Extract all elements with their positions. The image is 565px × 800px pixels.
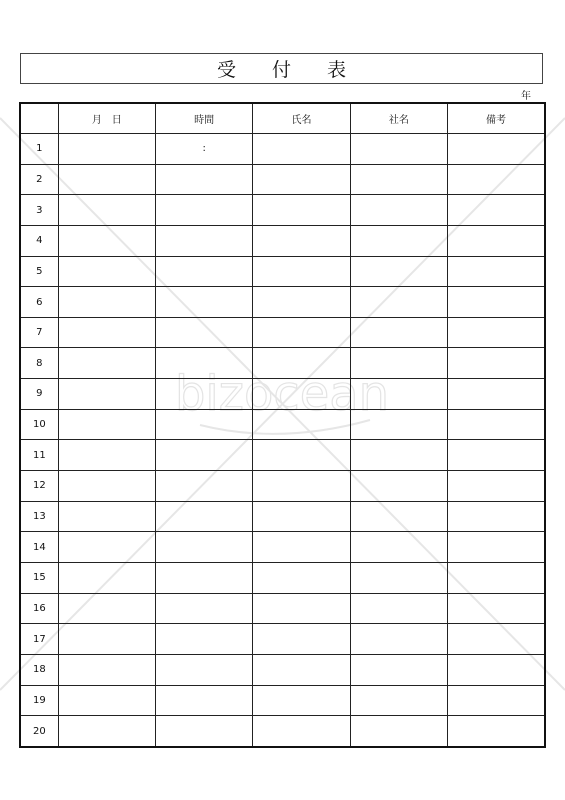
- time-cell[interactable]: [156, 624, 253, 655]
- company-cell[interactable]: [350, 256, 447, 287]
- time-cell[interactable]: [156, 501, 253, 532]
- company-cell[interactable]: [350, 134, 447, 165]
- company-cell[interactable]: [350, 471, 447, 502]
- date-cell[interactable]: [58, 624, 155, 655]
- remarks-cell[interactable]: [448, 654, 545, 685]
- header-time: 時間: [156, 103, 253, 134]
- time-cell[interactable]: [156, 134, 253, 165]
- remarks-cell[interactable]: [448, 256, 545, 287]
- date-cell[interactable]: [58, 379, 155, 410]
- table-row: [20, 256, 545, 287]
- company-cell[interactable]: [350, 685, 447, 716]
- time-cell[interactable]: [156, 685, 253, 716]
- name-cell[interactable]: [253, 593, 350, 624]
- table-row: [20, 440, 545, 471]
- name-cell[interactable]: [253, 501, 350, 532]
- date-cell[interactable]: [58, 348, 155, 379]
- company-cell[interactable]: [350, 532, 447, 563]
- remarks-cell[interactable]: [448, 532, 545, 563]
- name-cell[interactable]: [253, 164, 350, 195]
- row-number: 8: [20, 348, 58, 379]
- name-cell[interactable]: [253, 562, 350, 593]
- row-number: 17: [20, 624, 58, 655]
- time-cell[interactable]: [156, 256, 253, 287]
- name-cell[interactable]: [253, 348, 350, 379]
- company-cell[interactable]: [350, 593, 447, 624]
- header-date: 月 日: [58, 103, 155, 134]
- name-cell[interactable]: [253, 379, 350, 410]
- table-row: [20, 593, 545, 624]
- date-cell[interactable]: [58, 409, 155, 440]
- row-number: 1: [20, 134, 58, 165]
- company-cell[interactable]: [350, 440, 447, 471]
- header-company: 社名: [350, 103, 447, 134]
- time-cell[interactable]: [156, 379, 253, 410]
- row-number: 2: [20, 164, 58, 195]
- time-cell[interactable]: [156, 348, 253, 379]
- remarks-cell[interactable]: [448, 685, 545, 716]
- remarks-cell[interactable]: [448, 134, 545, 165]
- row-number: 10: [20, 409, 58, 440]
- form-title-text: 受 付 表: [216, 59, 362, 81]
- remarks-cell[interactable]: [448, 195, 545, 226]
- name-cell[interactable]: [253, 685, 350, 716]
- date-cell[interactable]: [58, 256, 155, 287]
- time-cell[interactable]: [156, 440, 253, 471]
- company-cell[interactable]: [350, 317, 447, 348]
- row-number: 3: [20, 195, 58, 226]
- date-cell[interactable]: [58, 287, 155, 318]
- name-cell[interactable]: [253, 716, 350, 747]
- header-number: [20, 103, 58, 134]
- row-number: 6: [20, 287, 58, 318]
- company-cell[interactable]: [350, 287, 447, 318]
- name-cell[interactable]: [253, 256, 350, 287]
- table-row: [20, 654, 545, 685]
- name-cell[interactable]: [253, 287, 350, 318]
- time-cell[interactable]: [156, 716, 253, 747]
- company-cell[interactable]: [350, 562, 447, 593]
- row-number: 16: [20, 593, 58, 624]
- table-row: [20, 225, 545, 256]
- company-cell[interactable]: [350, 195, 447, 226]
- date-cell[interactable]: [58, 716, 155, 747]
- date-cell[interactable]: [58, 225, 155, 256]
- header-name: 氏名: [253, 103, 350, 134]
- remarks-cell[interactable]: [448, 501, 545, 532]
- row-number: 4: [20, 225, 58, 256]
- date-cell[interactable]: [58, 532, 155, 563]
- row-number: 11: [20, 440, 58, 471]
- remarks-cell[interactable]: [448, 317, 545, 348]
- company-cell[interactable]: [350, 501, 447, 532]
- date-cell[interactable]: [58, 440, 155, 471]
- row-number: 7: [20, 317, 58, 348]
- date-cell[interactable]: [58, 562, 155, 593]
- time-cell[interactable]: [156, 225, 253, 256]
- company-cell[interactable]: [350, 716, 447, 747]
- row-number: 14: [20, 532, 58, 563]
- company-cell[interactable]: [350, 225, 447, 256]
- table-row: [20, 134, 545, 165]
- table-row: [20, 287, 545, 318]
- name-cell[interactable]: [253, 654, 350, 685]
- name-cell[interactable]: [253, 134, 350, 165]
- table-row: [20, 685, 545, 716]
- date-cell[interactable]: [58, 195, 155, 226]
- time-cell[interactable]: [156, 654, 253, 685]
- time-cell[interactable]: [156, 562, 253, 593]
- time-cell[interactable]: [156, 195, 253, 226]
- name-cell[interactable]: [253, 195, 350, 226]
- form-title: [20, 53, 543, 84]
- time-cell[interactable]: [156, 409, 253, 440]
- remarks-cell[interactable]: [448, 593, 545, 624]
- company-cell[interactable]: [350, 164, 447, 195]
- table-row: [20, 409, 545, 440]
- remarks-cell[interactable]: [448, 225, 545, 256]
- header-row: [20, 103, 545, 134]
- row-number: 19: [20, 685, 58, 716]
- time-cell[interactable]: [156, 164, 253, 195]
- remarks-cell[interactable]: [448, 287, 545, 318]
- table-row: [20, 716, 545, 747]
- row-number: 13: [20, 501, 58, 532]
- table-row: [20, 501, 545, 532]
- company-cell[interactable]: [350, 348, 447, 379]
- date-cell[interactable]: [58, 654, 155, 685]
- date-cell[interactable]: [58, 317, 155, 348]
- remarks-cell[interactable]: [448, 624, 545, 655]
- name-cell[interactable]: [253, 225, 350, 256]
- name-cell[interactable]: [253, 624, 350, 655]
- date-cell[interactable]: [58, 164, 155, 195]
- company-cell[interactable]: [350, 409, 447, 440]
- remarks-cell[interactable]: [448, 440, 545, 471]
- table-row: [20, 195, 545, 226]
- table-row: [20, 624, 545, 655]
- name-cell[interactable]: [253, 532, 350, 563]
- row-number: 20: [20, 716, 58, 747]
- time-cell[interactable]: [156, 593, 253, 624]
- date-cell[interactable]: [58, 501, 155, 532]
- table-row: [20, 317, 545, 348]
- reception-table: [19, 102, 546, 748]
- name-cell[interactable]: [253, 409, 350, 440]
- row-number: 15: [20, 562, 58, 593]
- row-number: 12: [20, 471, 58, 502]
- year-label: 年: [521, 91, 531, 102]
- table-row: [20, 471, 545, 502]
- date-cell[interactable]: [58, 593, 155, 624]
- watermark-text: bizocean: [174, 366, 390, 422]
- time-cell[interactable]: [156, 317, 253, 348]
- name-cell[interactable]: [253, 440, 350, 471]
- header-remarks: 備考: [448, 103, 545, 134]
- row-number: 5: [20, 256, 58, 287]
- row-number: 9: [20, 379, 58, 410]
- table-row: [20, 532, 545, 563]
- table-row: [20, 379, 545, 410]
- remarks-cell[interactable]: [448, 409, 545, 440]
- table-row: [20, 562, 545, 593]
- table-row: [20, 348, 545, 379]
- remarks-cell[interactable]: [448, 562, 545, 593]
- company-cell[interactable]: [350, 654, 447, 685]
- date-cell[interactable]: [58, 685, 155, 716]
- row-number: 18: [20, 654, 58, 685]
- time-cell[interactable]: [156, 471, 253, 502]
- date-cell[interactable]: [58, 471, 155, 502]
- remarks-cell[interactable]: [448, 471, 545, 502]
- time-cell[interactable]: [156, 287, 253, 318]
- time-separator: :: [202, 143, 206, 155]
- date-cell[interactable]: [58, 134, 155, 165]
- name-cell[interactable]: [253, 471, 350, 502]
- name-cell[interactable]: [253, 317, 350, 348]
- time-cell[interactable]: [156, 532, 253, 563]
- company-cell[interactable]: [350, 624, 447, 655]
- remarks-cell[interactable]: [448, 716, 545, 747]
- table-row: [20, 164, 545, 195]
- company-cell[interactable]: [350, 379, 447, 410]
- remarks-cell[interactable]: [448, 348, 545, 379]
- remarks-cell[interactable]: [448, 379, 545, 410]
- remarks-cell[interactable]: [448, 164, 545, 195]
